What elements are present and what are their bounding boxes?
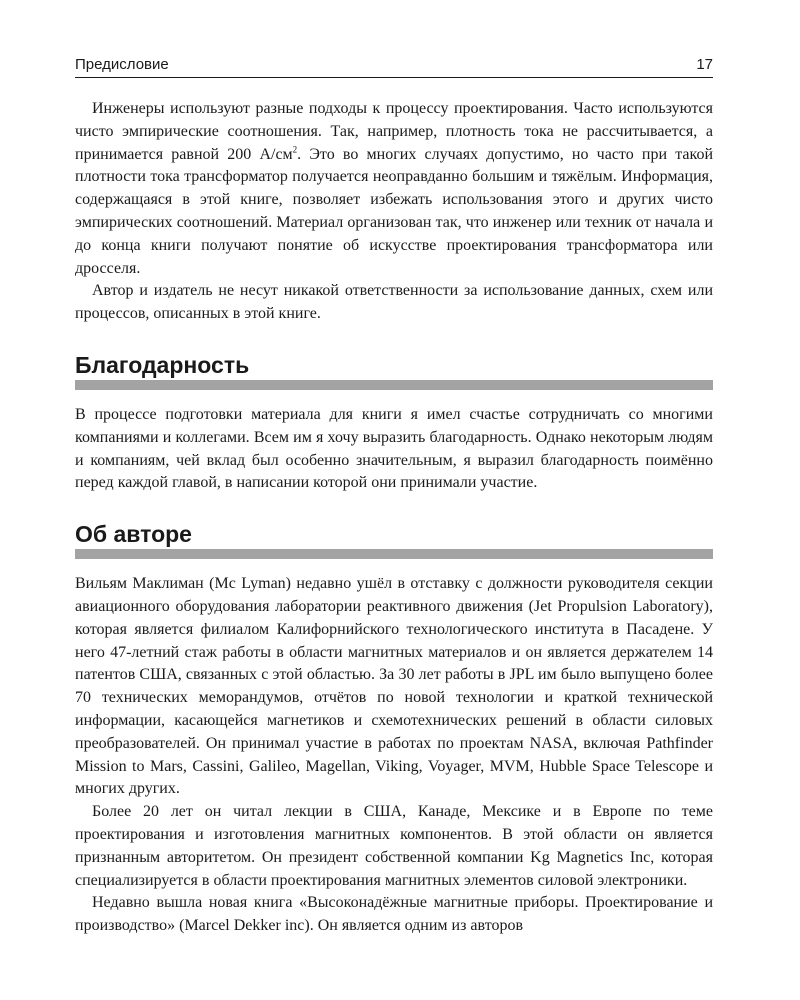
intro-paragraph-1-start: Инженеры используют разные подходы к процессу проектирования. Часто используются чисто эмпирические соотношения. Так, например, плотность тока не рассчитывается, а принимается равной 200 А/см — [75, 100, 713, 163]
acknowledgments-paragraph: В процессе подготовки материала для книги я имел счастье сотрудничать со многими компаниями и коллегами. Всем им я хочу выразить благодарность. Однако некоторым людям и компаниям, чей вклад был особенно значительным, я выразил благодарность поимённо перед каждой главой, в написании которой они принимали участие. — [75, 405, 713, 492]
about-author-paragraph-2: Более 20 лет он читал лекции в США, Канаде, Мексике и в Европе по теме проектирования и изготовления магнитных компонентов. В этой области он является признанным авторитетом. Он президент собственной компании Kg Magnetics Inc, которая специализируется в области проектирования магнитных элементов силовой электроники. — [75, 803, 713, 889]
about-author-paragraph-3: Недавно вышла новая книга «Высоконадёжные магнитные приборы. Проектирование и производство» (Marcel Dekker inc). Он является одним из авторов — [75, 894, 713, 935]
intro-text — [75, 98, 713, 326]
page-number: 17 — [696, 56, 713, 73]
acknowledgments-heading: Благодарность — [75, 352, 713, 390]
about-author-paragraph-1: Вильям Маклиман (Mc Lyman) недавно ушёл в отставку с должности руководителя секции авиационного оборудования лаборатории реактивного движения (Jet Propulsion Laboratory), которая является филиалом Калифорнийского технологического института в Пасадене. У него 47-летний стаж работы в области магнитных материалов и он является держателем 14 патентов США, связанных с этой областью. За 30 лет работы в JPL им было выпущено более 70 технических меморандумов, отчётов по новой технологии и краткой технической информации, касающейся магнетиков и схемотехнических решений в области силовых преобразователей. Он принимал участие в работах по проектам NASA, включая Pathfinder Mission to Mars, Cassini, Galileo, Magellan, Viking, Voyager, MVM, Hubble Space Telescope и многих других. — [75, 575, 713, 798]
running-header — [75, 56, 713, 78]
acknowledgments-section — [75, 352, 713, 495]
intro-paragraph-1 — [75, 98, 713, 280]
about-author-heading: Об авторе — [75, 521, 713, 559]
superscript-2: 2 — [292, 144, 298, 155]
intro-paragraph-1-end: . Это во многих случаях допустимо, но часто при такой плотности тока трансформатор получается неоправданно большим и тяжёлым. Информация, содержащаяся в этой книге, позволяет избежать использования этого и других чисто эмпирических соотношений. Материал организован так, что инженер или техник от начала и до конца книги получают понятие об искусстве проектирования трансформатора или дросселя. — [75, 145, 713, 277]
intro-paragraph-2: Автор и издатель не несут никакой ответственности за использование данных, схем или процессов, описанных в этой книге. — [75, 282, 713, 323]
book-page — [75, 56, 713, 938]
running-header-title: Предисловие — [75, 56, 169, 73]
about-author-section — [75, 521, 713, 938]
